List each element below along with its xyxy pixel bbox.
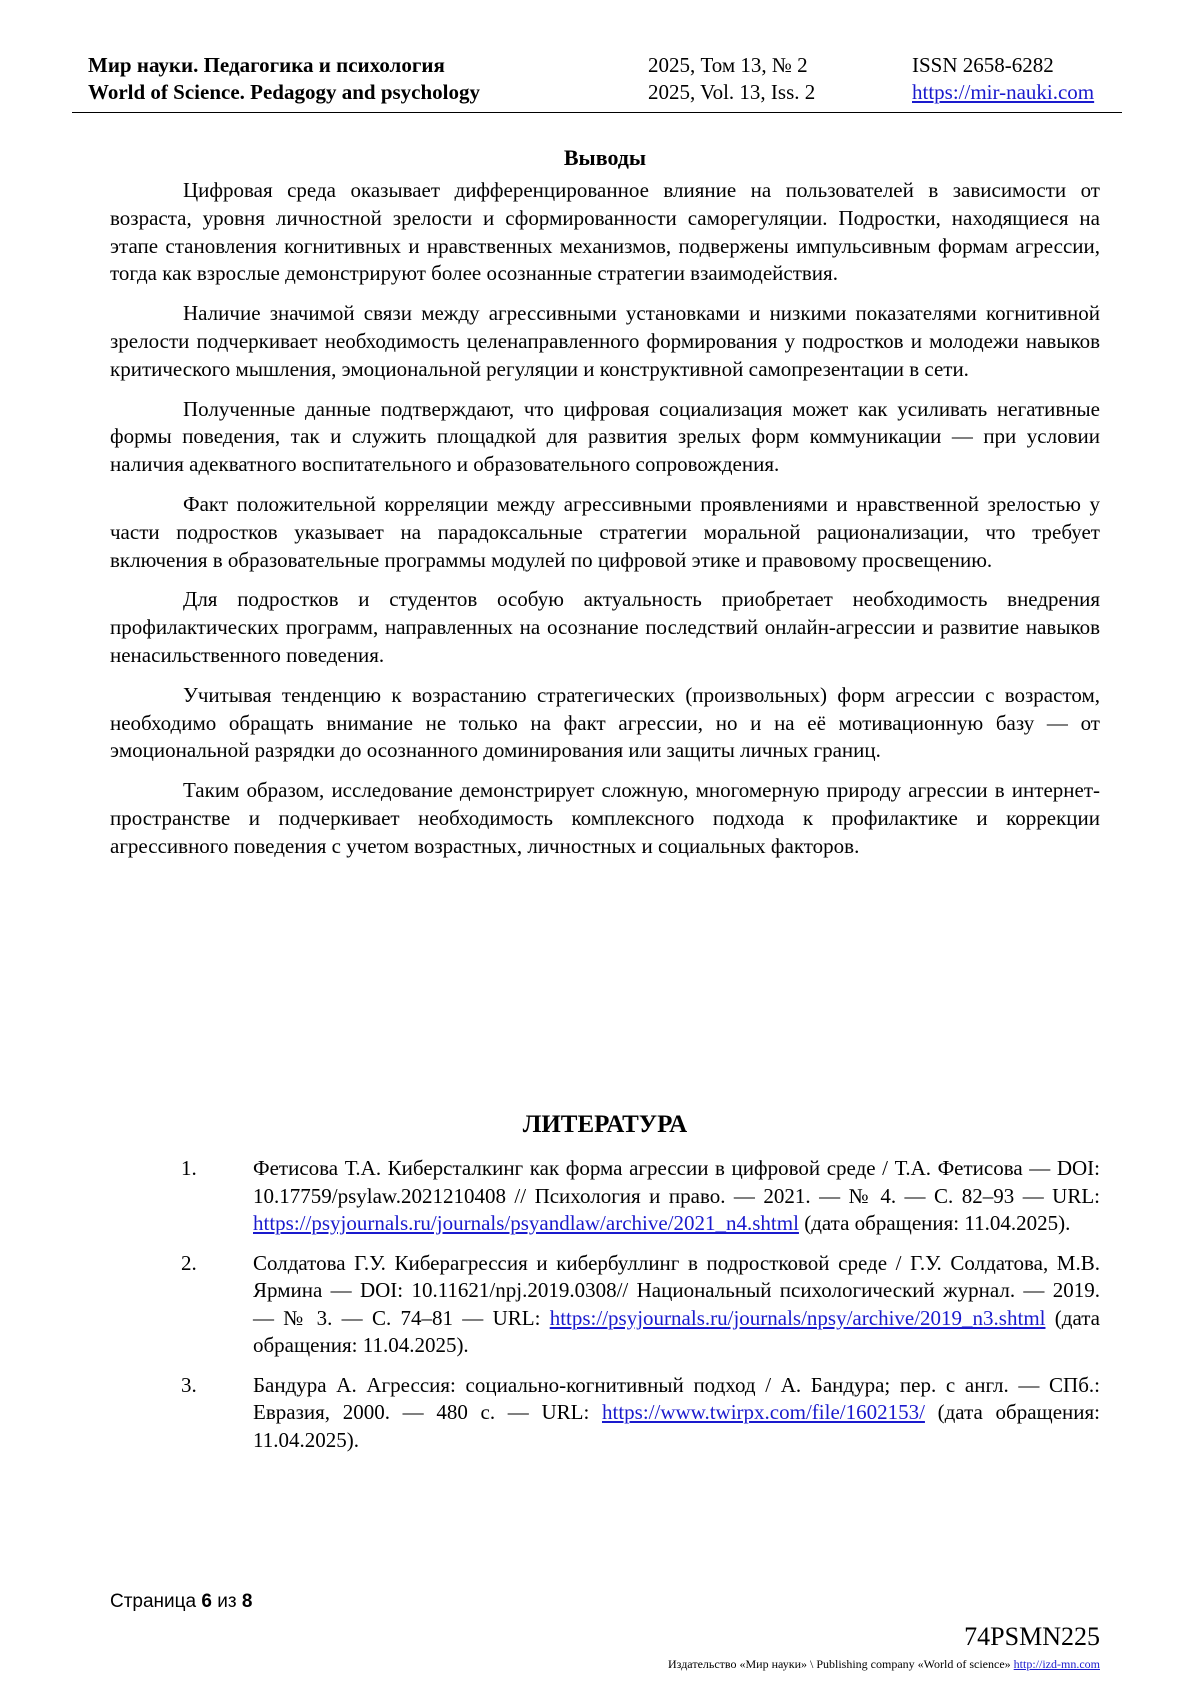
publisher-link[interactable]: http://izd-mn.com bbox=[1013, 1657, 1100, 1671]
reference-link[interactable]: https://www.twirpx.com/file/1602153/ bbox=[601, 1400, 925, 1424]
issn: ISSN 2658-6282 bbox=[912, 53, 1054, 77]
conclusions-paragraph: Таким образом, исследование демонстрирует сложную, многомерную природу агрессии в интернет-пространстве и подчеркивает необходимость комплексного подхода к профилактике и коррекции агрессивного поведения с учетом возрастных, личностных и социальных факторов. bbox=[110, 778, 1100, 858]
page-current: 6 bbox=[201, 1591, 212, 1612]
journal-title-en: World of Science. Pedagogy and psychology bbox=[88, 80, 481, 104]
reference-item bbox=[178, 1155, 1100, 1238]
reference-link[interactable]: https://psyjournals.ru/journals/npsy/archive/2019_n3.shtml bbox=[549, 1305, 1046, 1330]
issue-info bbox=[648, 52, 815, 106]
page-header bbox=[72, 52, 1122, 113]
reference-text: Бандура А. Агрессия: социально-когнитивный подход / А. Бандура; пер. с англ. — СПб.: Евразия, 2000. — 480 с. — URL: bbox=[253, 1372, 1100, 1424]
conclusions-paragraph: Учитывая тенденцию к возрастанию стратегических (произвольных) форм агрессии с возрастом, необходимо обращать внимание не только на факт агрессии, но и на её мотивационную базу — от эмоциональной разрядки до осознанного доминирования или защиты личных границ. bbox=[110, 682, 1100, 763]
reference-link[interactable]: https://psyjournals.ru/journals/psyandlaw/archive/2021_n4.shtml bbox=[253, 1211, 799, 1235]
page-of: из bbox=[211, 1591, 242, 1612]
publisher-text: Издательство «Мир науки» \ Publishing company «World of science» bbox=[668, 1657, 1014, 1671]
conclusions-paragraph: Для подростков и студентов особую актуальность приобретает необходимость внедрения профилактических программ, направленных на осознание последствий онлайн-агрессии и развитие навыков ненасильственного поведения. bbox=[110, 587, 1100, 667]
reference-item bbox=[178, 1250, 1100, 1360]
reference-item bbox=[178, 1372, 1100, 1455]
reference-number: 3. bbox=[181, 1372, 197, 1397]
issue-ru: 2025, Том 13, № 2 bbox=[648, 53, 808, 77]
page-total: 8 bbox=[241, 1591, 253, 1612]
issue-en: 2025, Vol. 13, Iss. 2 bbox=[648, 80, 816, 104]
page-prefix: Страница bbox=[110, 1591, 202, 1612]
reference-access-date: (дата обращения: 11.04.2025). bbox=[253, 1400, 1100, 1452]
references-title: ЛИТЕРАТУРА bbox=[522, 1111, 688, 1138]
journal-site-link[interactable]: https://mir-nauki.com bbox=[912, 80, 1095, 104]
article-code: 74PSMN225 bbox=[964, 1622, 1100, 1651]
journal-title bbox=[88, 52, 480, 106]
reference-text: Солдатова Г.У. Киберагрессия и кибербуллинг в подростковой среде / Г.У. Солдатова, М.В. Ярмина — DOI: 10.11621/npj.2019.0308// Национальный психологический журнал. — 2019. — № 3. — С. 74–81 — URL: bbox=[253, 1250, 1100, 1330]
reference-access-date: (дата обращения: 11.04.2025). bbox=[253, 1305, 1100, 1357]
issn-block bbox=[912, 52, 1094, 106]
conclusions-paragraph: Полученные данные подтверждают, что цифровая социализация может как усиливать негативные формы поведения, так и служить площадкой для развития зрелых форм коммуникации — при условии наличия адекватного воспитательного и образовательного сопровождения. bbox=[110, 396, 1100, 477]
conclusions-paragraph: Факт положительной корреляции между агрессивными проявлениями и нравственной зрелостью у части подростков указывает на парадоксальные стратегии моральной рационализации, что требует включения в образовательные программы модулей по цифровой этике и правовому просвещению. bbox=[110, 491, 1100, 572]
reference-number: 1. bbox=[181, 1156, 197, 1180]
publisher-line bbox=[668, 1656, 1100, 1672]
page-number bbox=[110, 1590, 252, 1614]
conclusions-section bbox=[110, 143, 1100, 861]
reference-text: Фетисова Т.А. Киберсталкинг как форма агрессии в цифровой среде / Т.А. Фетисова — DOI: 10.17759/psylaw.2021210408 // Психология и право. — 2021. — № 4. — С. 82–93 — URL: bbox=[253, 1156, 1100, 1208]
reference-number: 2. bbox=[181, 1250, 197, 1275]
conclusions-title: Выводы bbox=[563, 145, 647, 170]
journal-title-ru: Мир науки. Педагогика и психология bbox=[88, 53, 445, 77]
conclusions-paragraph: Наличие значимой связи между агрессивными установками и низкими показателями когнитивной зрелости подчеркивает необходимость целенаправленного формирования у подростков и молодежи навыков критического мышления, эмоциональной регуляции и конструктивной самопрезентации в сети. bbox=[110, 301, 1100, 381]
references-list bbox=[178, 1155, 1100, 1466]
conclusions-paragraph: Цифровая среда оказывает дифференцированное влияние на пользователей в зависимости от возраста, уровня личностной зрелости и сформированности саморегуляции. Подростки, находящиеся на этапе становления когнитивных и нравственных механизмов, подвержены импульсивным формам агрессии, тогда как взрослые демонстрируют более осознанные стратегии взаимодействия. bbox=[110, 178, 1100, 286]
reference-access-date: (дата обращения: 11.04.2025). bbox=[798, 1211, 1071, 1235]
